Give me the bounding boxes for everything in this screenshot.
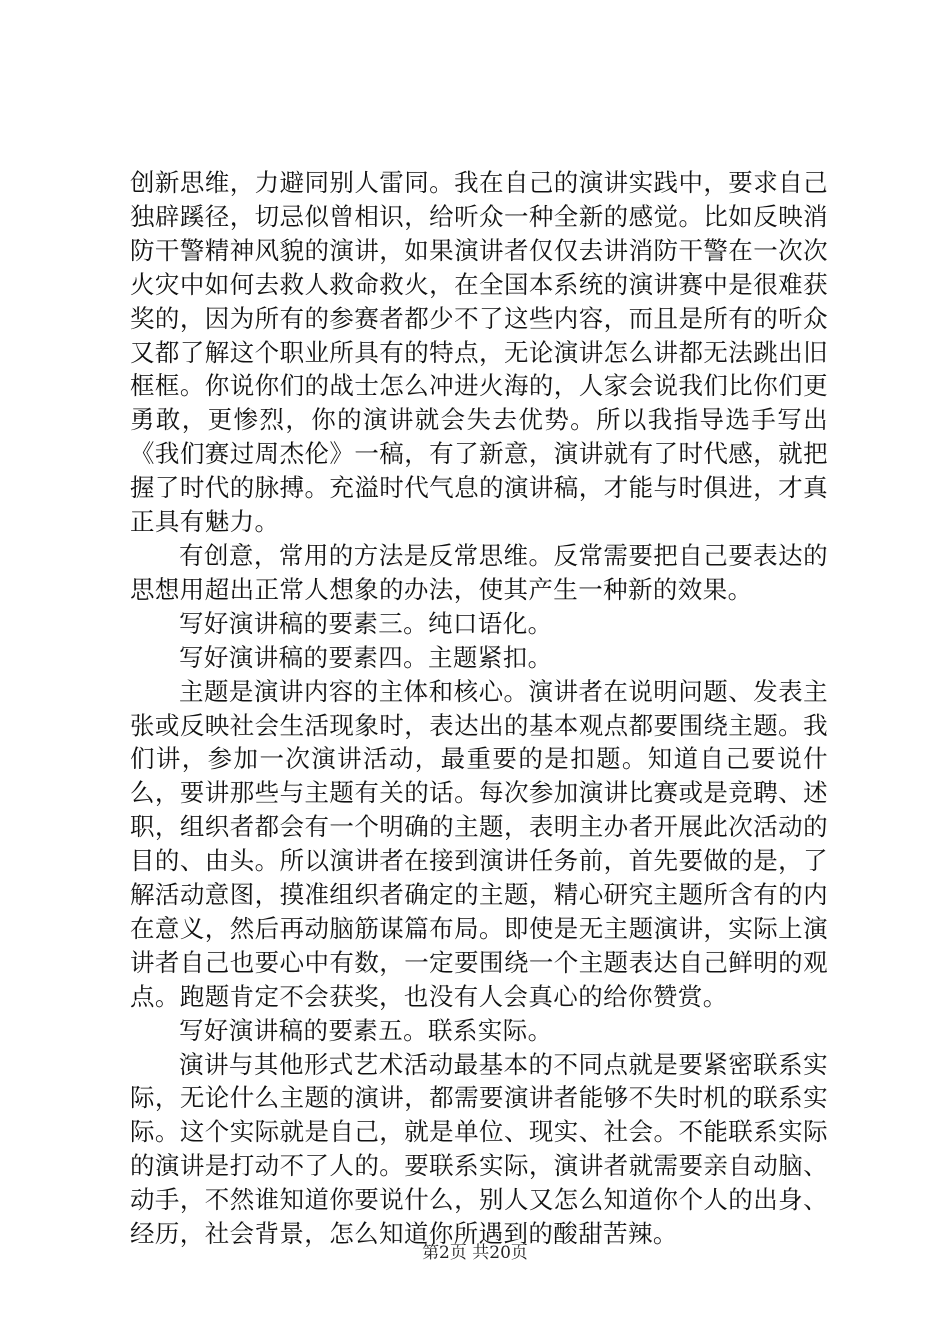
body-paragraph: 创新思维，力避同别人雷同。我在自己的演讲实践中，要求自己独辟蹊径，切忌似曾相识，给听众一种全新的感觉。比如反映消防干警精神风貌的演讲，如果演讲者仅仅去讲消防干警在一次次火灾中如何去救人救命救火，在全国本系统的演讲赛中是很难获奖的，因为所有的参赛者都少不了这些内容，而且是所有的听众又都了解这个职业所具有的特点，无论演讲怎么讲都无法跳出旧框框。你说你们的战士怎么冲进火海的，人家会说我们比你们更勇敢，更惨烈，你的演讲就会失去优势。所以我指导选手写出《我们赛过周杰伦》一稿，有了新意，演讲就有了时代感，就把握了时代的脉搏。充溢时代气息的演讲稿，才能与时俱进，才真正具有魅力。 xyxy=(130,168,828,537)
section-heading: 写好演讲稿的要素四。主题紧扣。 xyxy=(179,642,553,672)
document-body xyxy=(130,166,828,1251)
section-heading: 写好演讲稿的要素五。联系实际。 xyxy=(179,1015,553,1045)
page-number-footer: 第2页 共20页 xyxy=(422,1243,528,1263)
section-heading: 写好演讲稿的要素三。纯口语化。 xyxy=(179,608,553,638)
body-paragraph: 有创意，常用的方法是反常思维。反常需要把自己要表达的思想用超出正常人想象的办法，使其产生一种新的效果。 xyxy=(130,540,828,604)
body-paragraph: 演讲与其他形式艺术活动最基本的不同点就是要紧密联系实际，无论什么主题的演讲，都需要演讲者能够不失时机的联系实际。这个实际就是自己，就是单位、现实、社会。不能联系实际的演讲是打动不了人的。要联系实际，演讲者就需要亲自动脑、动手，不然谁知道你要说什么，别人又怎么知道你个人的出身、经历，社会背景，怎么知道你所遇到的酸甜苦辣。 xyxy=(130,1049,828,1249)
body-paragraph: 主题是演讲内容的主体和核心。演讲者在说明问题、发表主张或反映社会生活现象时，表达出的基本观点都要围绕主题。我们讲，参加一次演讲活动，最重要的是扣题。知道自己要说什么，要讲那些与主题有关的话。每次参加演讲比赛或是竞聘、述职，组织者都会有一个明确的主题，表明主办者开展此次活动的目的、由头。所以演讲者在接到演讲任务前，首先要做的是，了解活动意图，摸准组织者确定的主题，精心研究主题所含有的内在意义，然后再动脑筋谋篇布局。即使是无主题演讲，实际上演讲者自己也要心中有数，一定要围绕一个主题表达自己鲜明的观点。跑题肯定不会获奖，也没有人会真心的给你赞赏。 xyxy=(130,676,828,1011)
